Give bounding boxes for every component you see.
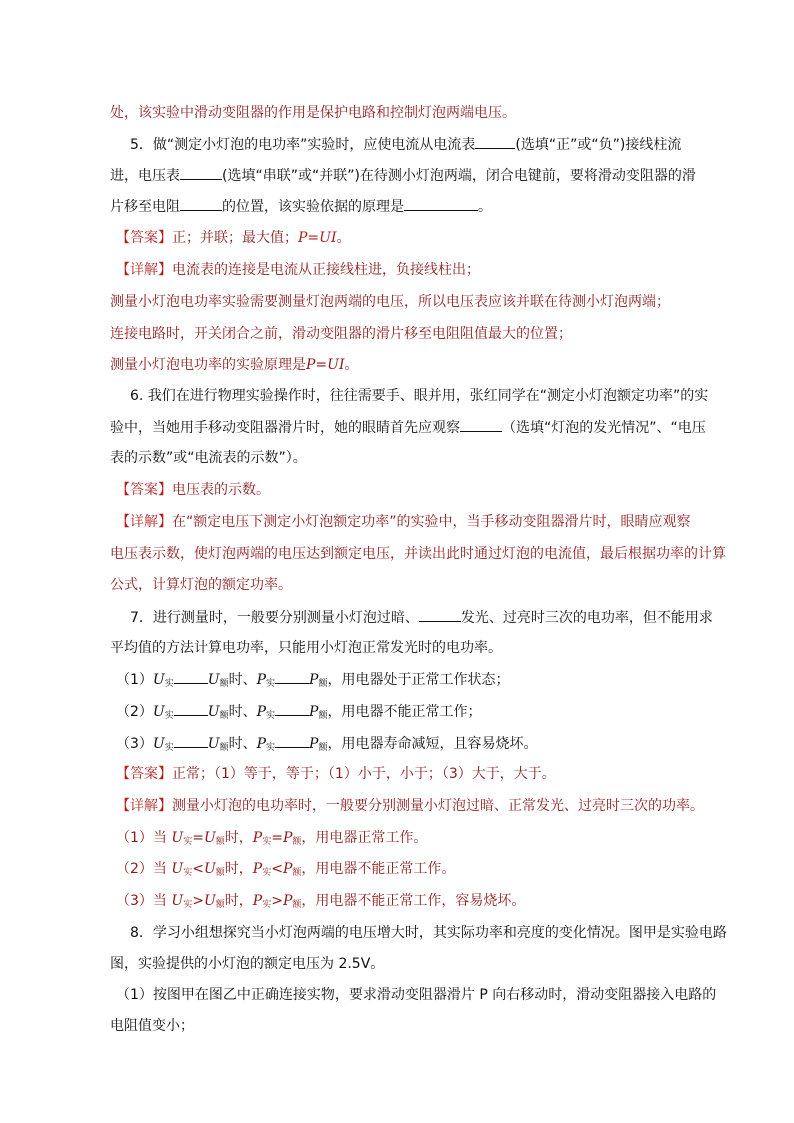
detail-7-line-1 — [116, 796, 716, 816]
text: 。 — [478, 199, 492, 215]
question-7-item-1 — [116, 669, 716, 689]
detail-tag: 【详解】 — [116, 514, 172, 530]
symbol-sub: 实 — [164, 743, 174, 753]
symbol-sub: 实 — [183, 837, 193, 847]
text: 时、 — [228, 672, 257, 688]
symbol: U — [171, 830, 184, 846]
answer-blank — [180, 196, 222, 211]
symbol-sub: 额 — [215, 837, 225, 847]
symbol-sub: 额 — [318, 679, 328, 689]
detail-6-line-1 — [116, 512, 716, 532]
text: 在“额定电压下测定小灯泡额定功率”的实验中，当手移动变阻器滑片时，眼睛应观察 — [172, 514, 691, 530]
answer-blank — [180, 165, 222, 180]
symbol: U — [203, 861, 216, 877]
symbol-sub: 额 — [219, 679, 229, 689]
item-number: （2） — [116, 861, 153, 877]
text: 的位置，该实验依据的原理是 — [222, 199, 404, 215]
text: 时， — [224, 830, 253, 846]
symbol-sub: 额 — [219, 743, 229, 753]
symbol: < — [271, 861, 283, 877]
text: 当 — [152, 830, 167, 846]
answer-blank — [174, 669, 208, 684]
detail-tag: 【详解】 — [116, 262, 172, 278]
symbol: P — [309, 704, 319, 720]
symbol: U — [207, 704, 220, 720]
symbol: < — [192, 861, 204, 877]
symbol-sub: 额 — [215, 868, 225, 878]
symbol: U — [203, 893, 216, 909]
symbol-sub: 实 — [262, 837, 272, 847]
text: 时、 — [228, 704, 257, 720]
answer-blank — [475, 134, 515, 149]
text: 5．做“测定小灯泡的电功率”实验时，应使电流从电流表 — [130, 137, 476, 153]
text: 时、 — [228, 736, 257, 752]
text: 片移至电阻 — [110, 199, 180, 215]
text: (选填“串联”或“并联”)在待测小灯泡两端，闭合电键前，要将滑动变阻器的滑 — [222, 168, 696, 184]
text: 正；并联；最大值； — [172, 230, 298, 246]
symbol-sub: 实 — [266, 743, 276, 753]
question-8-line-2: 图，实验提供的小灯泡的额定电压为 2.5V。 — [110, 956, 385, 972]
text: 当 — [152, 861, 167, 877]
symbol: P — [282, 893, 293, 909]
symbol-sub: 额 — [292, 900, 302, 910]
text: 正常；（1）等于，等于；（1）小于，小于；（3）大于，大于。 — [172, 766, 556, 782]
symbol: > — [271, 893, 283, 909]
symbol-sub: 实 — [266, 711, 276, 721]
symbol: P — [252, 830, 263, 846]
answer-blank — [174, 701, 208, 716]
detail-6-line-2: 电压表示数，使灯泡两端的电压达到额定电压，并读出此时通过灯泡的电流值，最后根据功率的计算 — [110, 546, 726, 562]
answer-blank — [275, 669, 309, 684]
question-7-line-1 — [130, 607, 730, 627]
answer-7 — [116, 764, 716, 784]
text: 。 — [336, 230, 351, 246]
question-6-line-2 — [110, 417, 710, 437]
detail-7-case-2 — [116, 859, 716, 879]
symbol: > — [192, 893, 204, 909]
question-6-line-1: 6. 我们在进行物理实验操作时，往往需要手、眼并用，张红同学在“测定小灯泡额定功率”的实 — [130, 388, 709, 404]
question-8-line-4: 电阻值变小； — [110, 1018, 194, 1034]
symbol: U — [171, 861, 184, 877]
question-7-item-2 — [116, 701, 716, 721]
symbol-sub: 实 — [164, 711, 174, 721]
detail-7-case-1 — [116, 828, 716, 848]
text-line: 处，该实验中滑动变阻器的作用是保护电路和控制灯泡两端电压。 — [110, 105, 516, 121]
text: ，用电器寿命减短，且容易烧坏。 — [327, 736, 538, 752]
question-5-line-3 — [110, 196, 710, 216]
question-8-line-1: 8．学习小组想探究当小灯泡两端的电压增大时，其实际功率和亮度的变化情况。图甲是实验电路 — [130, 925, 727, 941]
symbol: = — [271, 830, 283, 846]
text: 测量小灯泡的电功率时，一般要分别测量小灯泡过暗、正常发光、过亮时三次的功率。 — [172, 798, 704, 814]
answer-blank — [174, 733, 208, 748]
item-number: （1） — [116, 672, 153, 688]
detail-5-line-3: 连接电路时，开关闭合之前，滑动变阻器的滑片移至电阻阻值最大的位置； — [110, 326, 572, 342]
answer-tag: 【答案】 — [116, 766, 172, 782]
symbol-sub: 实 — [262, 900, 272, 910]
formula: P=UI — [306, 357, 345, 373]
symbol-sub: 实 — [266, 679, 276, 689]
answer-6 — [116, 480, 716, 500]
detail-5-line-1 — [116, 260, 716, 280]
symbol-sub: 额 — [292, 868, 302, 878]
detail-5-line-4 — [110, 355, 710, 375]
symbol-sub: 额 — [318, 743, 328, 753]
answer-blank — [275, 701, 309, 716]
text: 时， — [224, 893, 253, 909]
symbol-sub: 额 — [219, 711, 229, 721]
symbol: U — [207, 672, 220, 688]
answer-tag: 【答案】 — [116, 230, 172, 246]
symbol-sub: 额 — [215, 900, 225, 910]
answer-blank — [275, 733, 309, 748]
symbol-sub: 实 — [164, 679, 174, 689]
text: ，用电器正常工作。 — [301, 830, 428, 846]
symbol: = — [192, 830, 204, 846]
symbol: P — [282, 830, 293, 846]
symbol: P — [256, 704, 266, 720]
symbol: P — [309, 736, 319, 752]
symbol: P — [252, 861, 263, 877]
detail-6-line-3: 公式，计算灯泡的额定功率。 — [110, 577, 292, 593]
item-number: （3） — [116, 736, 153, 752]
symbol-sub: 实 — [183, 868, 193, 878]
symbol: U — [203, 830, 216, 846]
formula: P=UI — [298, 230, 337, 246]
text: 进，电压表 — [110, 168, 180, 184]
text: 测量小灯泡电功率的实验原理是 — [110, 357, 306, 373]
item-number: （3） — [116, 893, 153, 909]
text: 7．进行测量时，一般要分别测量小灯泡过暗、 — [130, 610, 419, 626]
text: ，用电器不能正常工作，容易烧坏。 — [301, 893, 526, 909]
question-7-line-2: 平均值的方法计算电功率，只能用小灯泡正常发光时的电功率。 — [110, 640, 502, 656]
text: 。 — [344, 357, 359, 373]
detail-7-case-3 — [116, 891, 716, 911]
symbol: U — [152, 704, 165, 720]
text: 电压表的示数。 — [172, 482, 270, 498]
item-number: （2） — [116, 704, 153, 720]
answer-tag: 【答案】 — [116, 482, 172, 498]
text: 验中，当她用手移动变阻器滑片时，她的眼睛首先应观察 — [110, 420, 460, 436]
text: ，用电器不能正常工作。 — [301, 861, 456, 877]
text: 发光、过亮时三次的电功率，但不能用求 — [460, 610, 713, 626]
question-6-line-3: 表的示数”或“电流表的示数”）。 — [110, 450, 307, 466]
text: (选填“正”或“负”)接线柱流 — [515, 137, 682, 153]
symbol: P — [282, 861, 293, 877]
item-number: （1） — [116, 830, 153, 846]
text: ，用电器不能正常工作； — [327, 704, 482, 720]
symbol: P — [256, 672, 266, 688]
text: 电流表的连接是电流从正接线柱进，负接线柱出； — [172, 262, 480, 278]
answer-blank — [460, 417, 502, 432]
text: ，用电器处于正常工作状态； — [327, 672, 510, 688]
answer-5 — [116, 228, 716, 248]
symbol: U — [171, 893, 184, 909]
symbol: U — [152, 736, 165, 752]
question-8-line-3: （1）按图甲在图乙中正确连接实物，要求滑动变阻器滑片 P 向右移动时，滑动变阻器接入电路的 — [116, 987, 717, 1003]
answer-blank — [419, 607, 461, 622]
symbol: P — [256, 736, 266, 752]
symbol: P — [252, 893, 263, 909]
text: 当 — [152, 893, 167, 909]
symbol: U — [152, 672, 165, 688]
symbol-sub: 实 — [262, 868, 272, 878]
question-7-item-3 — [116, 733, 716, 753]
detail-5-line-2: 测量小灯泡电功率实验需要测量灯泡两端的电压，所以电压表应该并联在待测小灯泡两端； — [110, 294, 670, 310]
question-5-line-1 — [130, 134, 730, 154]
symbol-sub: 实 — [183, 900, 193, 910]
symbol-sub: 额 — [318, 711, 328, 721]
detail-tag: 【详解】 — [116, 798, 172, 814]
text: 时， — [224, 861, 253, 877]
symbol: P — [309, 672, 319, 688]
question-5-line-2 — [110, 165, 710, 185]
text: （选填“灯泡的发光情况”、“电压 — [502, 420, 706, 436]
symbol: U — [207, 736, 220, 752]
symbol-sub: 额 — [292, 837, 302, 847]
answer-blank — [404, 196, 478, 211]
